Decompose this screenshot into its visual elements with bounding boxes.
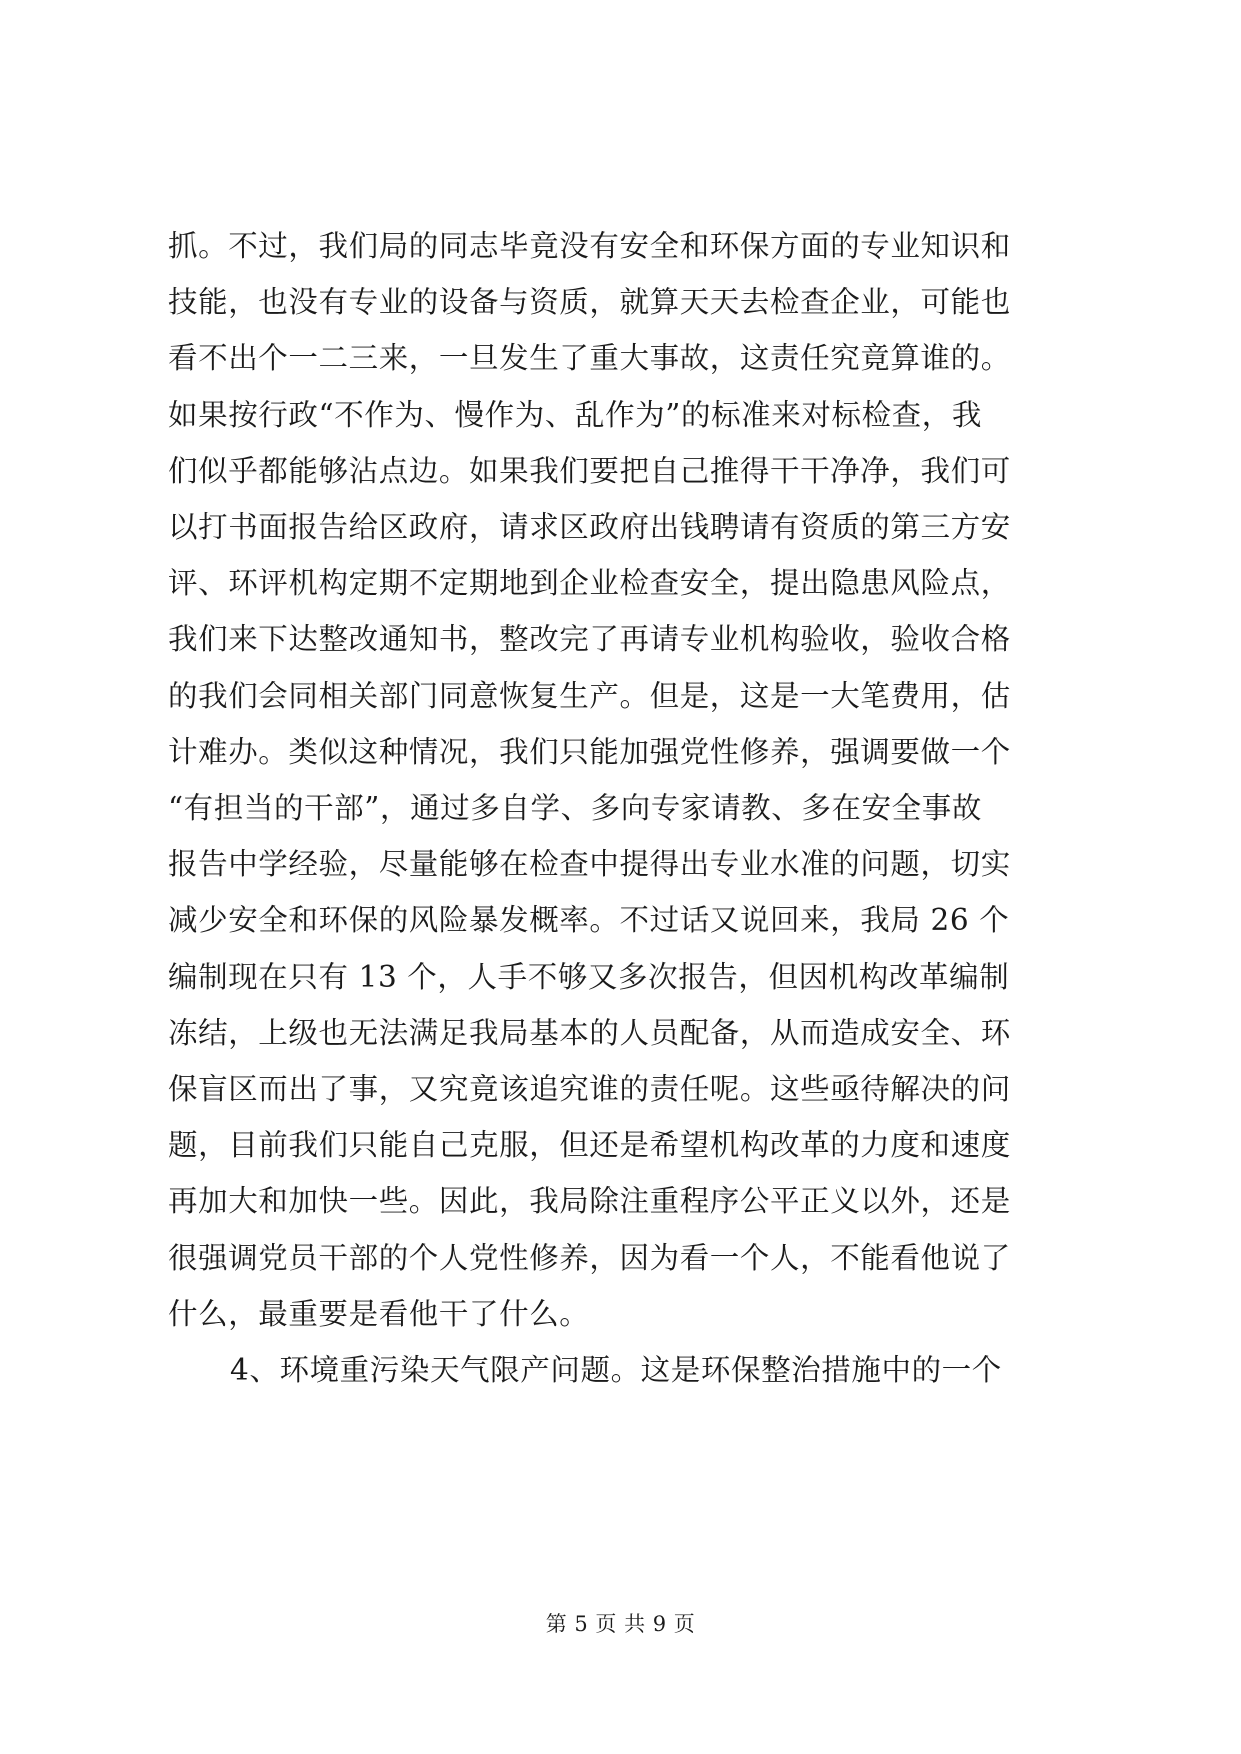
text-line: 如果按行政“不作为、慢作为、乱作为”的标准来对标检查，我 [168, 397, 982, 432]
text-line: 冻结，上级也无法满足我局基本的人员配备，从而造成安全、环 [168, 1015, 1011, 1050]
text-line: 保盲区而出了事，又究竟该追究谁的责任呢。这些亟待解决的问 [168, 1072, 1011, 1106]
text-line: 的我们会同相关部门同意恢复生产。但是，这是一大笔费用，估 [168, 678, 1011, 713]
page-footer: 第 5 页 共 9 页 [545, 1612, 696, 1636]
text-line: 减少安全和环保的风险暴发概率。不过话又说回来，我局 26 个 [168, 903, 1010, 938]
text-line: 抓。不过，我们局的同志毕竟没有安全和环保方面的专业知识和 [168, 229, 1011, 263]
text-line: 们似乎都能够沾点边。如果我们要把自己推得干干净净，我们可 [168, 453, 1011, 488]
text-line: 什么，最重要是看他干了什么。 [168, 1296, 590, 1331]
text-line: 再加大和加快一些。因此，我局除注重程序公平正义以外，还是 [168, 1184, 1011, 1219]
text-line: 很强调党员干部的个人党性修养，因为看一个人，不能看他说了 [168, 1240, 1011, 1275]
text-line: “有担当的干部”，通过多自学、多向专家请教、多在安全事故 [168, 791, 982, 825]
paragraph-first-line: 4、环境重污染天气限产问题。这是环保整治措施中的一个 [230, 1353, 1002, 1387]
text-line: 以打书面报告给区政府，请求区政府出钱聘请有资质的第三方安 [168, 510, 1011, 544]
text-line: 题，目前我们只能自己克服，但还是希望机构改革的力度和速度 [168, 1128, 1011, 1163]
text-line: 技能，也没有专业的设备与资质，就算天天去检查企业，可能也 [168, 285, 1011, 320]
text-line: 评、环评机构定期不定期地到企业检查安全，提出隐患风险点， [168, 566, 1011, 601]
text-line: 看不出个一二三来，一旦发生了重大事故，这责任究竟算谁的。 [168, 341, 1011, 376]
text-line: 报告中学经验，尽量能够在检查中提得出专业水准的问题，切实 [168, 847, 1011, 882]
text-line: 计难办。类似这种情况，我们只能加强党性修养，强调要做一个 [168, 734, 1011, 769]
text-line: 编制现在只有 13 个，人手不够又多次报告，但因机构改革编制 [168, 959, 1010, 994]
text-line: 我们来下达整改通知书，整改完了再请专业机构验收，验收合格 [168, 622, 1011, 657]
